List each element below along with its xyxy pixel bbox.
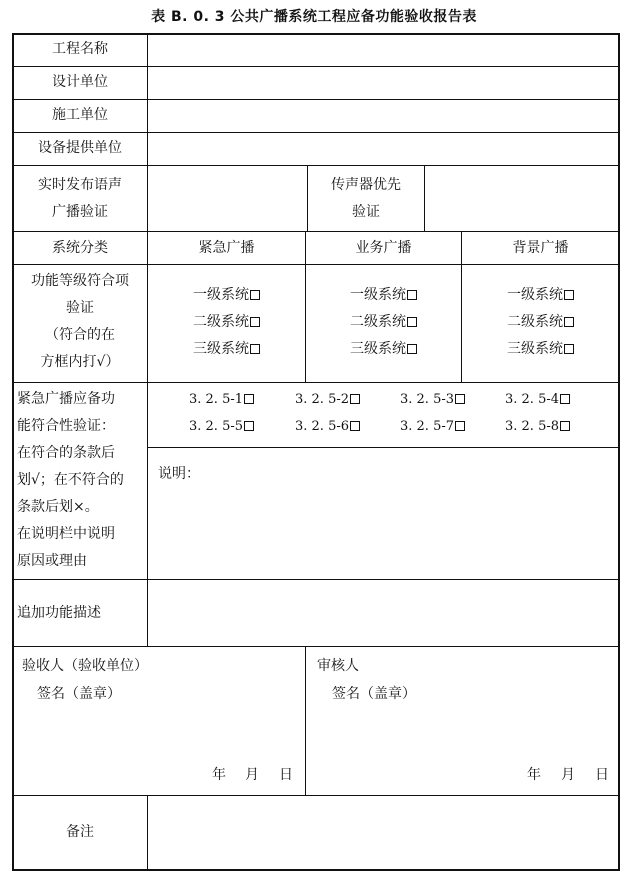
header-business: 业务广播	[355, 240, 412, 256]
label-compliance: 条款后划×。	[17, 499, 99, 515]
label-compliance: 划√；在不符合的	[17, 472, 124, 488]
label-function-level: 功能等级符合项	[31, 273, 129, 289]
reviewer-date-month: 月	[561, 767, 575, 783]
column-divider	[424, 165, 425, 231]
clause-label: 3. 2. 5-2	[295, 392, 350, 407]
clause-label: 3. 2. 5-6	[295, 419, 350, 434]
clause-item	[505, 390, 570, 410]
checkbox[interactable]	[560, 394, 570, 404]
clause-item	[505, 417, 570, 437]
level-label: 一级系统	[193, 287, 249, 303]
checkbox[interactable]	[564, 344, 574, 354]
acceptor-date-day: 日	[279, 767, 293, 783]
clause-label: 3. 2. 5-1	[189, 392, 244, 407]
clause-label: 3. 2. 5-3	[400, 392, 455, 407]
clause-item	[295, 390, 360, 410]
level-option	[148, 339, 305, 359]
label-remarks: 备注	[66, 824, 94, 840]
clause-label: 3. 2. 5-7	[400, 419, 455, 434]
clause-item	[189, 390, 254, 410]
header-background: 背景广播	[512, 240, 569, 256]
clause-item	[295, 417, 360, 437]
checkbox[interactable]	[560, 421, 570, 431]
level-option	[462, 339, 619, 359]
label-speaker-priority: 传声器优先	[331, 177, 401, 193]
label-design-unit: 设计单位	[52, 74, 108, 90]
level-label: 二级系统	[193, 314, 249, 330]
checkbox[interactable]	[250, 290, 260, 300]
clause-label: 3. 2. 5-8	[505, 419, 560, 434]
clause-item	[400, 390, 465, 410]
checkbox[interactable]	[455, 394, 465, 404]
label-realtime-broadcast: 实时发布语声	[38, 177, 122, 193]
label-compliance: 能符合性验证：	[17, 418, 115, 434]
checkbox[interactable]	[244, 394, 254, 404]
checkbox[interactable]	[350, 394, 360, 404]
label-speaker-priority: 验证	[352, 204, 380, 220]
note-label: 说明：	[158, 466, 200, 482]
label-compliance: 在说明栏中说明	[17, 526, 115, 542]
header-emergency: 紧急广播	[198, 240, 255, 256]
level-option	[462, 285, 619, 305]
label-system-class: 系统分类	[52, 240, 108, 256]
checkbox[interactable]	[564, 317, 574, 327]
row-divider	[13, 579, 619, 580]
clause-label: 3. 2. 5-5	[189, 419, 244, 434]
row-divider	[13, 165, 619, 166]
label-realtime-broadcast: 广播验证	[52, 204, 108, 220]
level-label: 三级系统	[193, 341, 249, 357]
column-divider	[305, 646, 306, 795]
checkbox[interactable]	[407, 290, 417, 300]
level-option	[462, 312, 619, 332]
reviewer-date-day: 日	[595, 767, 609, 783]
label-function-level: （符合的在	[45, 327, 115, 343]
row-divider	[13, 795, 619, 796]
row-divider	[147, 447, 619, 448]
checkbox[interactable]	[564, 290, 574, 300]
clause-item	[400, 417, 465, 437]
acceptor-date-month: 月	[245, 767, 259, 783]
checkbox[interactable]	[244, 421, 254, 431]
level-option	[306, 339, 461, 359]
checkbox[interactable]	[250, 344, 260, 354]
label-compliance: 原因或理由	[17, 553, 87, 569]
level-option	[306, 285, 461, 305]
level-label: 三级系统	[507, 341, 563, 357]
label-project-name: 工程名称	[52, 41, 108, 57]
level-label: 一级系统	[350, 287, 406, 303]
label-compliance: 紧急广播应备功	[17, 391, 115, 407]
acceptor-date-year: 年	[212, 767, 226, 783]
label-equipment-supplier: 设备提供单位	[38, 140, 122, 156]
label-compliance: 在符合的条款后	[17, 445, 115, 461]
level-label: 二级系统	[507, 314, 563, 330]
level-option	[148, 285, 305, 305]
checkbox[interactable]	[407, 344, 417, 354]
clause-label: 3. 2. 5-4	[505, 392, 560, 407]
row-divider	[13, 646, 619, 647]
level-option	[148, 312, 305, 332]
table-title: 表 B. 0. 3 公共广播系统工程应备功能验收报告表	[151, 9, 477, 25]
clause-item	[189, 417, 254, 437]
level-option	[306, 312, 461, 332]
label-function-level: 验证	[66, 300, 94, 316]
reviewer-date-year: 年	[527, 767, 541, 783]
row-divider	[13, 231, 619, 232]
checkbox[interactable]	[455, 421, 465, 431]
label-acceptor-signature: 签名（盖章）	[37, 686, 121, 702]
checkbox[interactable]	[250, 317, 260, 327]
checkbox[interactable]	[350, 421, 360, 431]
row-divider	[13, 382, 619, 383]
level-label: 三级系统	[350, 341, 406, 357]
row-divider	[13, 132, 619, 133]
level-label: 二级系统	[350, 314, 406, 330]
label-additional-function: 追加功能描述	[17, 605, 101, 621]
row-divider	[13, 264, 619, 265]
label-acceptor: 验收人（验收单位）	[22, 658, 148, 674]
checkbox[interactable]	[407, 317, 417, 327]
label-reviewer-signature: 签名（盖章）	[332, 686, 416, 702]
row-divider	[13, 99, 619, 100]
label-reviewer: 审核人	[317, 658, 359, 674]
row-divider	[13, 66, 619, 67]
label-construction-unit: 施工单位	[52, 107, 108, 123]
level-label: 一级系统	[507, 287, 563, 303]
label-function-level: 方框内打√）	[40, 354, 120, 370]
column-divider	[147, 795, 148, 870]
